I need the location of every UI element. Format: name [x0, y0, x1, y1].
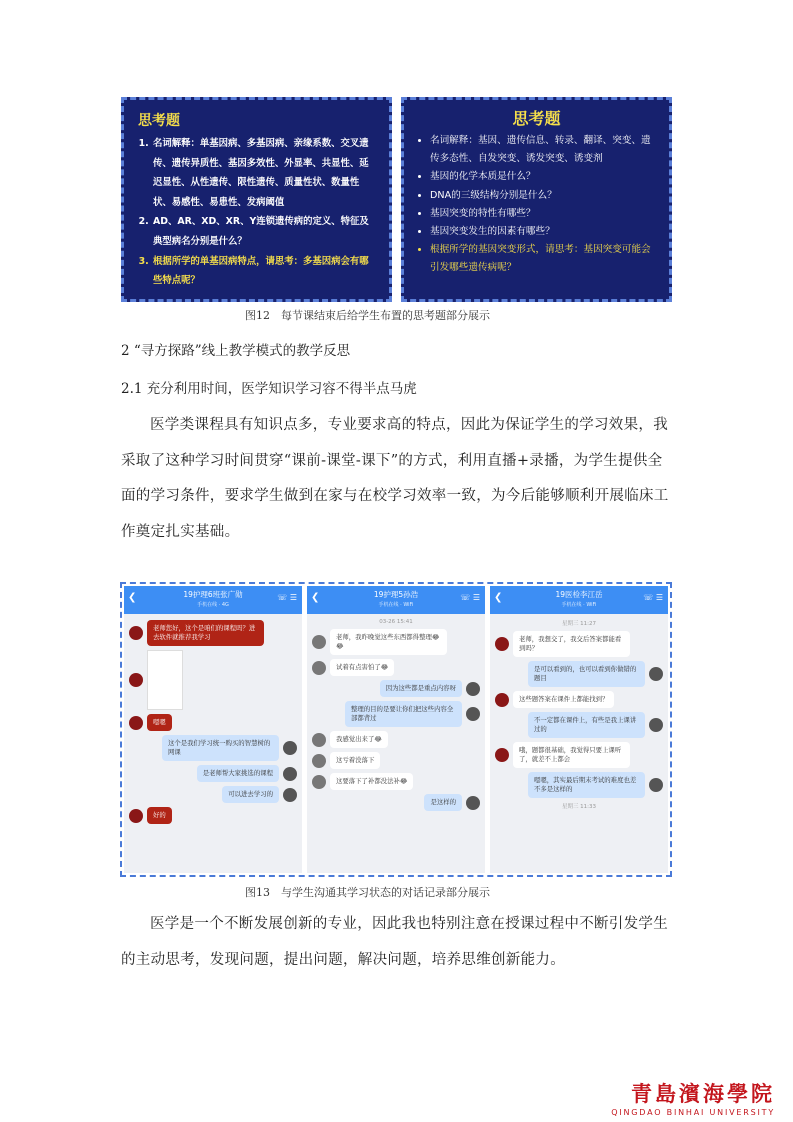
avatar — [495, 637, 509, 651]
chat-title: 19医检李江岳 — [555, 590, 603, 599]
avatar — [129, 673, 143, 687]
chat-bubble: 哦，题都很基础，我觉得只要上课听了，就差不上都会 — [513, 742, 630, 768]
avatar — [495, 693, 509, 707]
chat-status: 手机在线 · 4G — [197, 602, 229, 608]
slide-right-item: • 名词解释：基因、遗传信息、转录、翻译、突变、遗传多态性、自发突变、诱发突变、诱变剂 — [430, 132, 655, 168]
avatar — [312, 775, 326, 789]
avatar — [466, 707, 480, 721]
chat-window-3 — [490, 586, 668, 873]
logo-chinese: 青島濱海學院 — [631, 1081, 775, 1106]
avatar — [649, 667, 663, 681]
chat-timestamp: 星期三 11:27 — [561, 621, 597, 627]
chat-header — [124, 586, 302, 614]
chat-bubble: 这个是我们学习统一购买的智慧树的网课 — [162, 735, 279, 761]
chat-bubble: 老师您好，这个是咱们的课程吗？进去软件就推荐我学习 — [147, 620, 264, 646]
slide-left — [121, 97, 392, 302]
avatar — [129, 626, 143, 640]
chat-window-2 — [307, 586, 485, 873]
chat-bubble: 这亏着没落下 — [330, 752, 380, 769]
avatar — [283, 741, 297, 755]
chat-bubble: 我感觉出来了😂 — [330, 731, 388, 748]
slide-right-item: • DNA的三级结构分别是什么？ — [430, 187, 655, 205]
chat-timestamp: 03-26 15:41 — [379, 619, 413, 625]
avatar — [312, 661, 326, 675]
slide-right — [401, 97, 672, 302]
slide-left-item: 2. AD、AR、XD、XR、Y连锁遗传病的定义、特征及典型病名分别是什么？ — [152, 212, 377, 251]
chat-bubble: 这要落下了补都没法补😂 — [330, 773, 413, 790]
avatar — [312, 754, 326, 768]
back-icon[interactable]: ❮ — [494, 592, 503, 603]
avatar — [466, 682, 480, 696]
chat-bubble: 是老师帮大家挑选的课程 — [197, 765, 279, 782]
chat-title: 19护理6班张广勋 — [183, 590, 243, 599]
slide-right-title: 思考题 — [512, 109, 561, 128]
avatar — [283, 788, 297, 802]
chat-header — [490, 586, 668, 614]
section-heading-2: 2 “寻方探路”线上教学模式的教学反思 — [121, 343, 351, 359]
phone-menu-icons[interactable]: ☏ ☰ — [460, 593, 480, 602]
paragraph-1 — [121, 408, 676, 550]
chat-bubble: 因为这些都是重点内容呀 — [380, 680, 462, 697]
chat-timestamp: 星期三 11:33 — [561, 804, 597, 810]
chat-screenshots — [120, 582, 672, 877]
chat-bubble: 是可以看到的，也可以看到你做错的题目 — [528, 661, 645, 687]
chat-header — [307, 586, 485, 614]
chat-bubble: 这些题答案在课件上都能找到？ — [513, 691, 614, 708]
phone-menu-icons[interactable]: ☏ ☰ — [277, 593, 297, 602]
chat-bubble: 嗯嗯，其实最后期末考试的难度也差不多是这样的 — [528, 772, 645, 798]
back-icon[interactable]: ❮ — [311, 592, 320, 603]
avatar — [495, 748, 509, 762]
avatar — [649, 778, 663, 792]
screenshot-thumbnail[interactable] — [147, 650, 183, 710]
chat-bubble: 不一定都在课件上，有些是我上课讲过的 — [528, 712, 645, 738]
chat-bubble: 是这样的 — [424, 794, 462, 811]
paragraph-2 — [121, 907, 676, 978]
phone-menu-icons[interactable]: ☏ ☰ — [643, 593, 663, 602]
chat-bubble: 可以进去学习的 — [222, 786, 279, 803]
back-icon[interactable]: ❮ — [128, 592, 137, 603]
avatar — [312, 733, 326, 747]
avatar — [649, 718, 663, 732]
slide-right-item: • 基因的化学本质是什么？ — [430, 168, 655, 186]
chat-bubble: 整理的目的是要让你们把这些内容全部都背过 — [345, 701, 462, 727]
avatar — [283, 767, 297, 781]
slide-left-item: 1. 名词解释：单基因病、多基因病、亲缘系数、交叉遗传、遗传异质性、基因多效性、外显率、共显性、延迟显性、从性遗传、限性遗传、质量性状、数量性状、易感性、易患性、发病阈值 — [152, 134, 377, 212]
figure-12-caption: 图12 每节课结束后给学生布置的思考题部分展示 — [245, 309, 490, 322]
chat-bubble: 好的 — [147, 807, 172, 824]
slide-right-item: • 基因突变发生的因素有哪些？ — [430, 223, 655, 241]
avatar — [129, 809, 143, 823]
chat-window-1 — [124, 586, 302, 873]
university-logo — [611, 1078, 775, 1117]
chat-bubble: 老师，我想交了，我交后答案都能看到吗？ — [513, 631, 630, 657]
chat-title: 19护理5孙浩 — [373, 590, 419, 599]
slide-right-item: • 基因突变的特性有哪些？ — [430, 205, 655, 223]
chat-bubble: 老师，我昨晚觉这些东西都得整理😂😂 — [330, 629, 447, 655]
slide-right-item: • 根据所学的基因突变形式，请思考：基因突变可能会引发哪些遗传病呢？ — [430, 241, 655, 277]
paragraph-2-text: 医学是一个不断发展创新的专业，因此我也特别注意在授课过程中不断引发学生的主动思考，发现问题，提出问题，解决问题，培养思维创新能力。 — [121, 916, 668, 968]
chat-bubble: 嗯嗯 — [147, 714, 172, 731]
section-heading-2-1: 2.1 充分利用时间，医学知识学习容不得半点马虎 — [121, 381, 417, 397]
avatar — [466, 796, 480, 810]
chat-status: 手机在线 · WiFi — [561, 602, 597, 608]
avatar — [312, 635, 326, 649]
paragraph-1-text: 医学类课程具有知识点多，专业要求高的特点，因此为保证学生的学习效果，我采取了这种学习时间贯穿“课前-课堂-课下”的方式，利用直播+录播，为学生提供全面的学习条件，要求学生做到在家与在校学习效率一致，为今后能够顺利开展临床工作奠定扎实基础。 — [121, 417, 669, 540]
chat-status: 手机在线 · WiFi — [378, 602, 414, 608]
chat-bubble: 试着有点害怕了😂 — [330, 659, 394, 676]
slide-left-item: 3. 根据所学的单基因病特点，请思考：多基因病会有哪些特点呢？ — [152, 252, 377, 291]
avatar — [129, 716, 143, 730]
logo-english: QINGDAO BINHAI UNIVERSITY — [611, 1108, 775, 1117]
slide-left-title: 思考题 — [138, 113, 180, 129]
figure-13-caption: 图13 与学生沟通其学习状态的对话记录部分展示 — [245, 886, 490, 899]
